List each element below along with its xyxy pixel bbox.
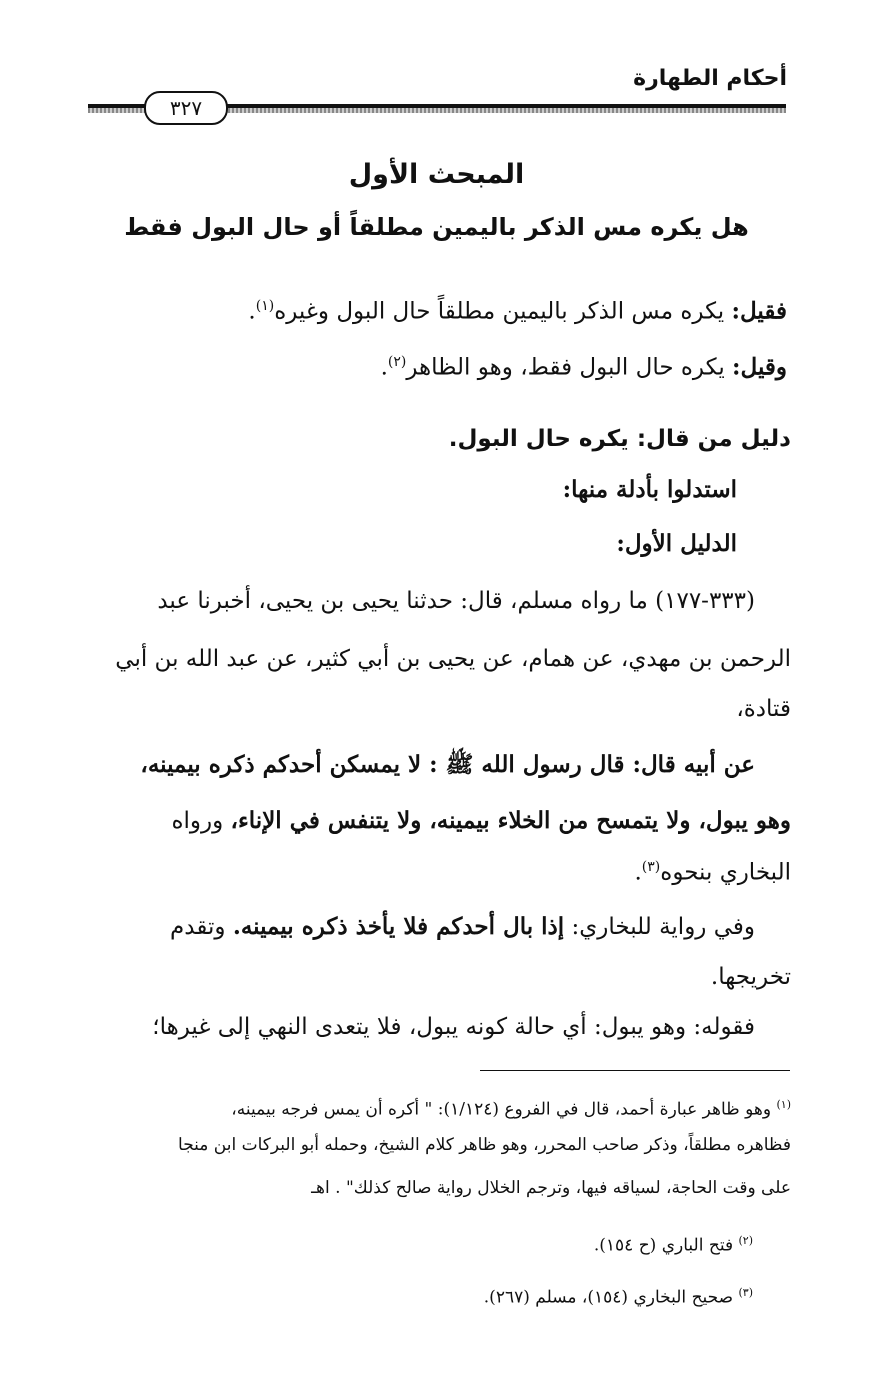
- opinion-text: يكره مس الذكر باليمين مطلقاً حال البول وغيره: [274, 298, 732, 325]
- opinion-lead: وقيل:: [732, 353, 787, 381]
- page-number: ٣٢٧: [144, 91, 228, 125]
- section-subtitle: هل يكره مس الذكر باليمين مطلقاً أو حال البول فقط: [124, 213, 749, 241]
- hadith-text-line: عن أبيه قال: قال رسول الله ﷺ : لا يمسكن أحدكم ذكره بيمينه،: [140, 751, 755, 778]
- hadith-text-line: البخاري بنحوه$^{(٣)}$.: [634, 859, 791, 886]
- footnote-number: (٢): [738, 1234, 753, 1247]
- hadith-chain-line: قتادة،: [736, 696, 791, 722]
- evidence-heading: دليل من قال: يكره حال البول.: [448, 426, 791, 452]
- running-title: أحكام الطهارة: [633, 66, 787, 91]
- evidence-intro: استدلوا بأدلة منها:: [562, 476, 737, 503]
- footnote-ref: (١): [255, 298, 275, 314]
- opinion-first: فقيل: يكره مس الذكر باليمين مطلقاً حال البول وغيره$^{(١)}$.: [248, 297, 787, 325]
- commentary-line: فقوله: وهو يبول: أي حالة كونه يبول، فلا يتعدى النهي إلى غيرها؛: [152, 1014, 755, 1040]
- first-evidence-label: الدليل الأول:: [616, 530, 737, 557]
- footnote-3: $^{(٣)}$ صحيح البخاري (١٥٤)، مسلم (٢٦٧).: [483, 1286, 753, 1308]
- hadith-text-line: وهو يبول، ولا يتمسح من الخلاء بيمينه، ولا يتنفس في الإناء، ورواه: [171, 807, 791, 834]
- footnote-ref: (٢): [387, 354, 407, 370]
- bukhari-version-line: وفي رواية للبخاري: إذا بال أحدكم فلا يأخذ ذكره بيمينه. وتقدم: [170, 913, 755, 940]
- opinion-second: وقيل: يكره حال البول فقط، وهو الظاهر$^{(٢)}$.: [380, 353, 787, 381]
- footnote-1-line: على وقت الحاجة، لسياقه فيها، وترجم الخلال رواية صالح كذلك" . اهـ: [311, 1178, 791, 1198]
- hadith-chain-line: (٣٣٣-١٧٧) ما رواه مسلم، قال: حدثنا يحيى بن يحيى، أخبرنا عبد: [157, 588, 755, 614]
- footnote-rule: [480, 1070, 790, 1071]
- footnote-number: (١): [776, 1098, 791, 1111]
- footnote-2: $^{(٢)}$ فتح الباري (ح ١٥٤).: [593, 1234, 753, 1256]
- hadith-chain-line: الرحمن بن مهدي، عن همام، عن يحيى بن أبي كثير، عن عبد الله بن أبي: [115, 646, 791, 672]
- footnote-ref: (٣): [641, 859, 661, 875]
- opinion-text: يكره حال البول فقط، وهو الظاهر: [406, 354, 733, 381]
- footnote-1: $^{(١)}$ وهو ظاهر عبارة أحمد، قال في الفروع (١/١٢٤): " أكره أن يمس فرجه بيمينه،: [231, 1098, 791, 1120]
- footnote-number: (٣): [738, 1286, 753, 1299]
- bukhari-version-line: تخريجها.: [710, 964, 791, 990]
- section-title: المبحث الأول: [348, 159, 525, 190]
- opinion-lead: فقيل:: [731, 297, 787, 325]
- footnote-1-line: فظاهره مطلقاً، وذكر صاحب المحرر، وهو ظاهر كلام الشيخ، وحمله أبو البركات ابن منجا: [178, 1135, 791, 1155]
